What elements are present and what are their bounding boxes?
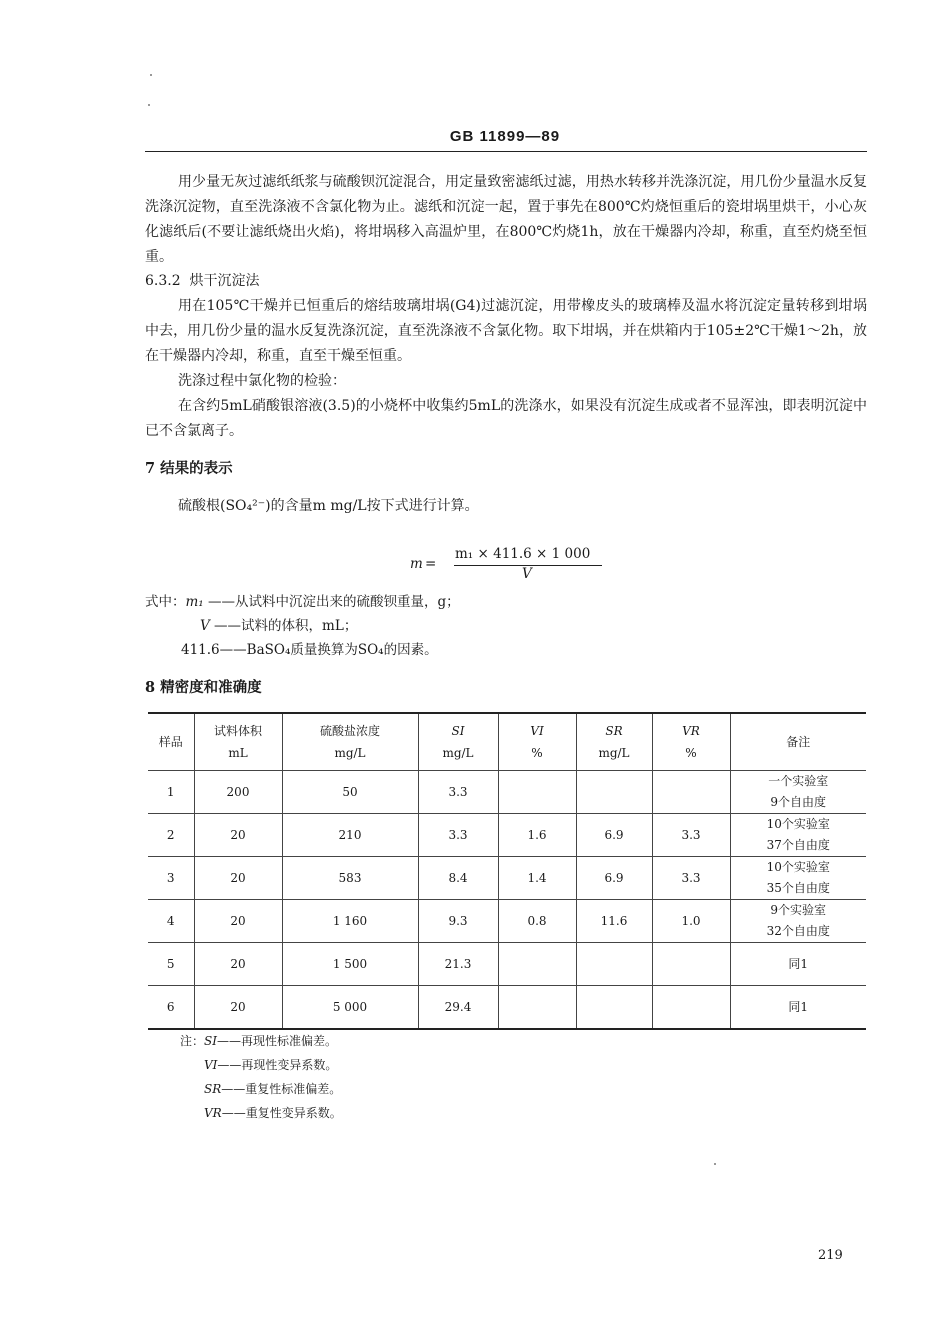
variable-desc: ——试料的体积，mL；: [214, 618, 358, 634]
cell-volume: 200: [194, 771, 282, 814]
section-8-heading: 8 精密度和准确度: [145, 679, 262, 696]
header-line1: 试料体积: [213, 724, 262, 738]
col-header-concentration: [282, 713, 418, 771]
cell-vr: [652, 771, 730, 814]
col-header-si: [418, 713, 498, 771]
table-row: [148, 857, 866, 900]
note-symbol: VR: [204, 1106, 222, 1120]
result-formula: [410, 546, 630, 580]
cell-sample: 5: [148, 943, 194, 986]
cell-sr: [576, 771, 652, 814]
variable-symbol: V: [200, 618, 210, 634]
col-header-sample: [148, 713, 194, 771]
cell-concentration: 210: [282, 814, 418, 857]
formula-numerator: m₁ × 411.6 × 1 000: [455, 546, 591, 562]
section-7-heading: 7 结果的表示: [145, 460, 233, 477]
note-symbol: VI: [204, 1058, 218, 1072]
chloride-check-title: 洗涤过程中氯化物的检验：: [178, 373, 346, 389]
standard-number-header: GB 11899—89: [449, 128, 561, 145]
cell-sample: 1: [148, 771, 194, 814]
cell-sample: 6: [148, 986, 194, 1030]
header-line1: 样品: [158, 735, 183, 749]
cell-concentration: 1 500: [282, 943, 418, 986]
formula-denominator: V: [522, 566, 532, 582]
cell-vr: [652, 943, 730, 986]
scan-speck: [714, 1163, 716, 1165]
subsection-number: 6.3.2: [145, 273, 181, 289]
remark-line1: 一个实验室: [768, 774, 829, 788]
header-line1: VR: [682, 724, 700, 738]
table-header-row: [148, 713, 866, 771]
col-header-vi: [498, 713, 576, 771]
header-line1: SI: [451, 724, 465, 738]
variable-desc: ——从试料中沉淀出来的硫酸钡重量，g；: [208, 594, 460, 610]
col-header-sr: [576, 713, 652, 771]
note-symbol: SI: [204, 1034, 217, 1048]
page-number: 219: [818, 1248, 843, 1263]
where-prefix: 式中：: [145, 594, 186, 610]
cell-vi: [498, 986, 576, 1030]
notes-prefix: 注：: [180, 1034, 205, 1048]
cell-volume: 20: [194, 814, 282, 857]
remark-line1: 10个实验室: [766, 860, 830, 874]
cell-volume: 20: [194, 900, 282, 943]
cell-vr: 3.3: [652, 814, 730, 857]
table-note: [204, 1104, 342, 1121]
cell-concentration: 583: [282, 857, 418, 900]
cell-remarks: [730, 900, 866, 943]
cell-vi: [498, 943, 576, 986]
cell-sr: 6.9: [576, 857, 652, 900]
header-line2: mL: [228, 746, 248, 760]
table-note: [204, 1056, 337, 1073]
table-note: [180, 1032, 337, 1049]
cell-sr: [576, 986, 652, 1030]
table-note: [204, 1080, 341, 1097]
cell-vi: [498, 771, 576, 814]
header-line2: mg/L: [598, 746, 630, 760]
cell-sample: 4: [148, 900, 194, 943]
remark-line2: 32个自由度: [766, 924, 830, 938]
header-line2: %: [531, 746, 543, 760]
note-desc: ——重复性标准偏差。: [221, 1082, 342, 1096]
cell-concentration: 50: [282, 771, 418, 814]
cell-vi: 1.6: [498, 814, 576, 857]
cell-volume: 20: [194, 943, 282, 986]
variable-definition-factor: [181, 638, 438, 658]
cell-vi: 0.8: [498, 900, 576, 943]
table-row: [148, 986, 866, 1030]
variable-definition-m1: [145, 590, 460, 610]
remark-line2: 35个自由度: [766, 881, 830, 895]
cell-vr: 3.3: [652, 857, 730, 900]
cell-vr: 1.0: [652, 900, 730, 943]
cell-vi: 1.4: [498, 857, 576, 900]
col-header-remarks: [730, 713, 866, 771]
drying-method-paragraph: 用在105℃干燥并已恒重后的熔结玻璃坩埚(G4)过滤沉淀，用带橡皮头的玻璃棒及温水将沉淀定量转移到坩埚中去，用几份少量的温水反复洗涤沉淀，直至洗涤液不含氯化物。取下坩埚，并在烘箱内于105±2℃干燥1～2h，放在干燥器内冷却，称重，直至干燥至恒重。: [145, 298, 867, 364]
cell-si: 8.4: [418, 857, 498, 900]
cell-volume: 20: [194, 857, 282, 900]
table-row: [148, 814, 866, 857]
cell-sr: 6.9: [576, 814, 652, 857]
header-line2: mg/L: [334, 746, 366, 760]
cell-concentration: 5 000: [282, 986, 418, 1030]
calc-intro: 硫酸根(SO₄²⁻)的含量m mg/L按下式进行计算。: [178, 498, 479, 514]
cell-sr: [576, 943, 652, 986]
cell-vr: [652, 986, 730, 1030]
note-desc: ——重复性变异系数。: [221, 1106, 342, 1120]
col-header-volume: [194, 713, 282, 771]
scan-speck: [148, 104, 150, 106]
cell-remarks: [730, 814, 866, 857]
cell-remarks: 同1: [730, 943, 866, 986]
variable-desc: ——BaSO₄质量换算为SO₄的因素。: [219, 642, 438, 658]
remark-line1: 9个实验室: [770, 903, 827, 917]
cell-remarks: [730, 857, 866, 900]
cell-remarks: [730, 771, 866, 814]
cell-remarks: 同1: [730, 986, 866, 1030]
remark-line1: 10个实验室: [766, 817, 830, 831]
header-line1: VI: [530, 724, 544, 738]
subsection-6-3-2-heading: [145, 270, 260, 290]
note-desc: ——再现性变异系数。: [217, 1058, 338, 1072]
header-line1: 硫酸盐浓度: [319, 724, 380, 738]
formula-lhs: m: [410, 556, 423, 572]
variable-symbol: m₁: [185, 594, 204, 610]
cell-sr: 11.6: [576, 900, 652, 943]
header-line2: %: [685, 746, 697, 760]
cell-concentration: 1 160: [282, 900, 418, 943]
col-header-vr: [652, 713, 730, 771]
remark-line2: 9个自由度: [770, 795, 827, 809]
table-row: [148, 771, 866, 814]
cell-si: 3.3: [418, 771, 498, 814]
table-row: [148, 943, 866, 986]
scan-speck: [150, 74, 152, 76]
intro-paragraph: 用少量无灰过滤纸纸浆与硫酸钡沉淀混合，用定量致密滤纸过滤，用热水转移并洗涤沉淀，用几份少量温水反复洗涤沉淀物，直至洗涤液不含氯化物为止。滤纸和沉淀一起，置于事先在800℃灼烧恒重后的瓷坩埚里烘干，小心灰化滤纸后(不要让滤纸烧出火焰)，将坩埚移入高温炉里，在800℃灼烧1h，放在干燥器内冷却，称重，直至灼烧至恒重。: [145, 174, 867, 265]
cell-si: 21.3: [418, 943, 498, 986]
variable-symbol: 411.6: [181, 642, 220, 658]
subsection-title: 烘干沉淀法: [189, 273, 260, 289]
table-row: [148, 900, 866, 943]
cell-si: 3.3: [418, 814, 498, 857]
chloride-check-paragraph: 在含约5mL硝酸银溶液(3.5)的小烧杯中收集约5mL的洗涤水，如果没有沉淀生成或者不显浑浊，即表明沉淀中已不含氯离子。: [145, 398, 867, 439]
cell-sample: 2: [148, 814, 194, 857]
cell-volume: 20: [194, 986, 282, 1030]
header-line2: mg/L: [442, 746, 474, 760]
remark-line2: 37个自由度: [766, 838, 830, 852]
cell-sample: 3: [148, 857, 194, 900]
header-line1: SR: [605, 724, 623, 738]
precision-table: [148, 712, 866, 1030]
note-desc: ——再现性标准偏差。: [216, 1034, 337, 1048]
header-line1: 备注: [786, 735, 811, 749]
header-rule: [145, 151, 867, 152]
formula-equals: =: [425, 556, 437, 572]
cell-si: 29.4: [418, 986, 498, 1030]
cell-si: 9.3: [418, 900, 498, 943]
note-symbol: SR: [204, 1082, 222, 1096]
variable-definition-v: [200, 614, 357, 634]
